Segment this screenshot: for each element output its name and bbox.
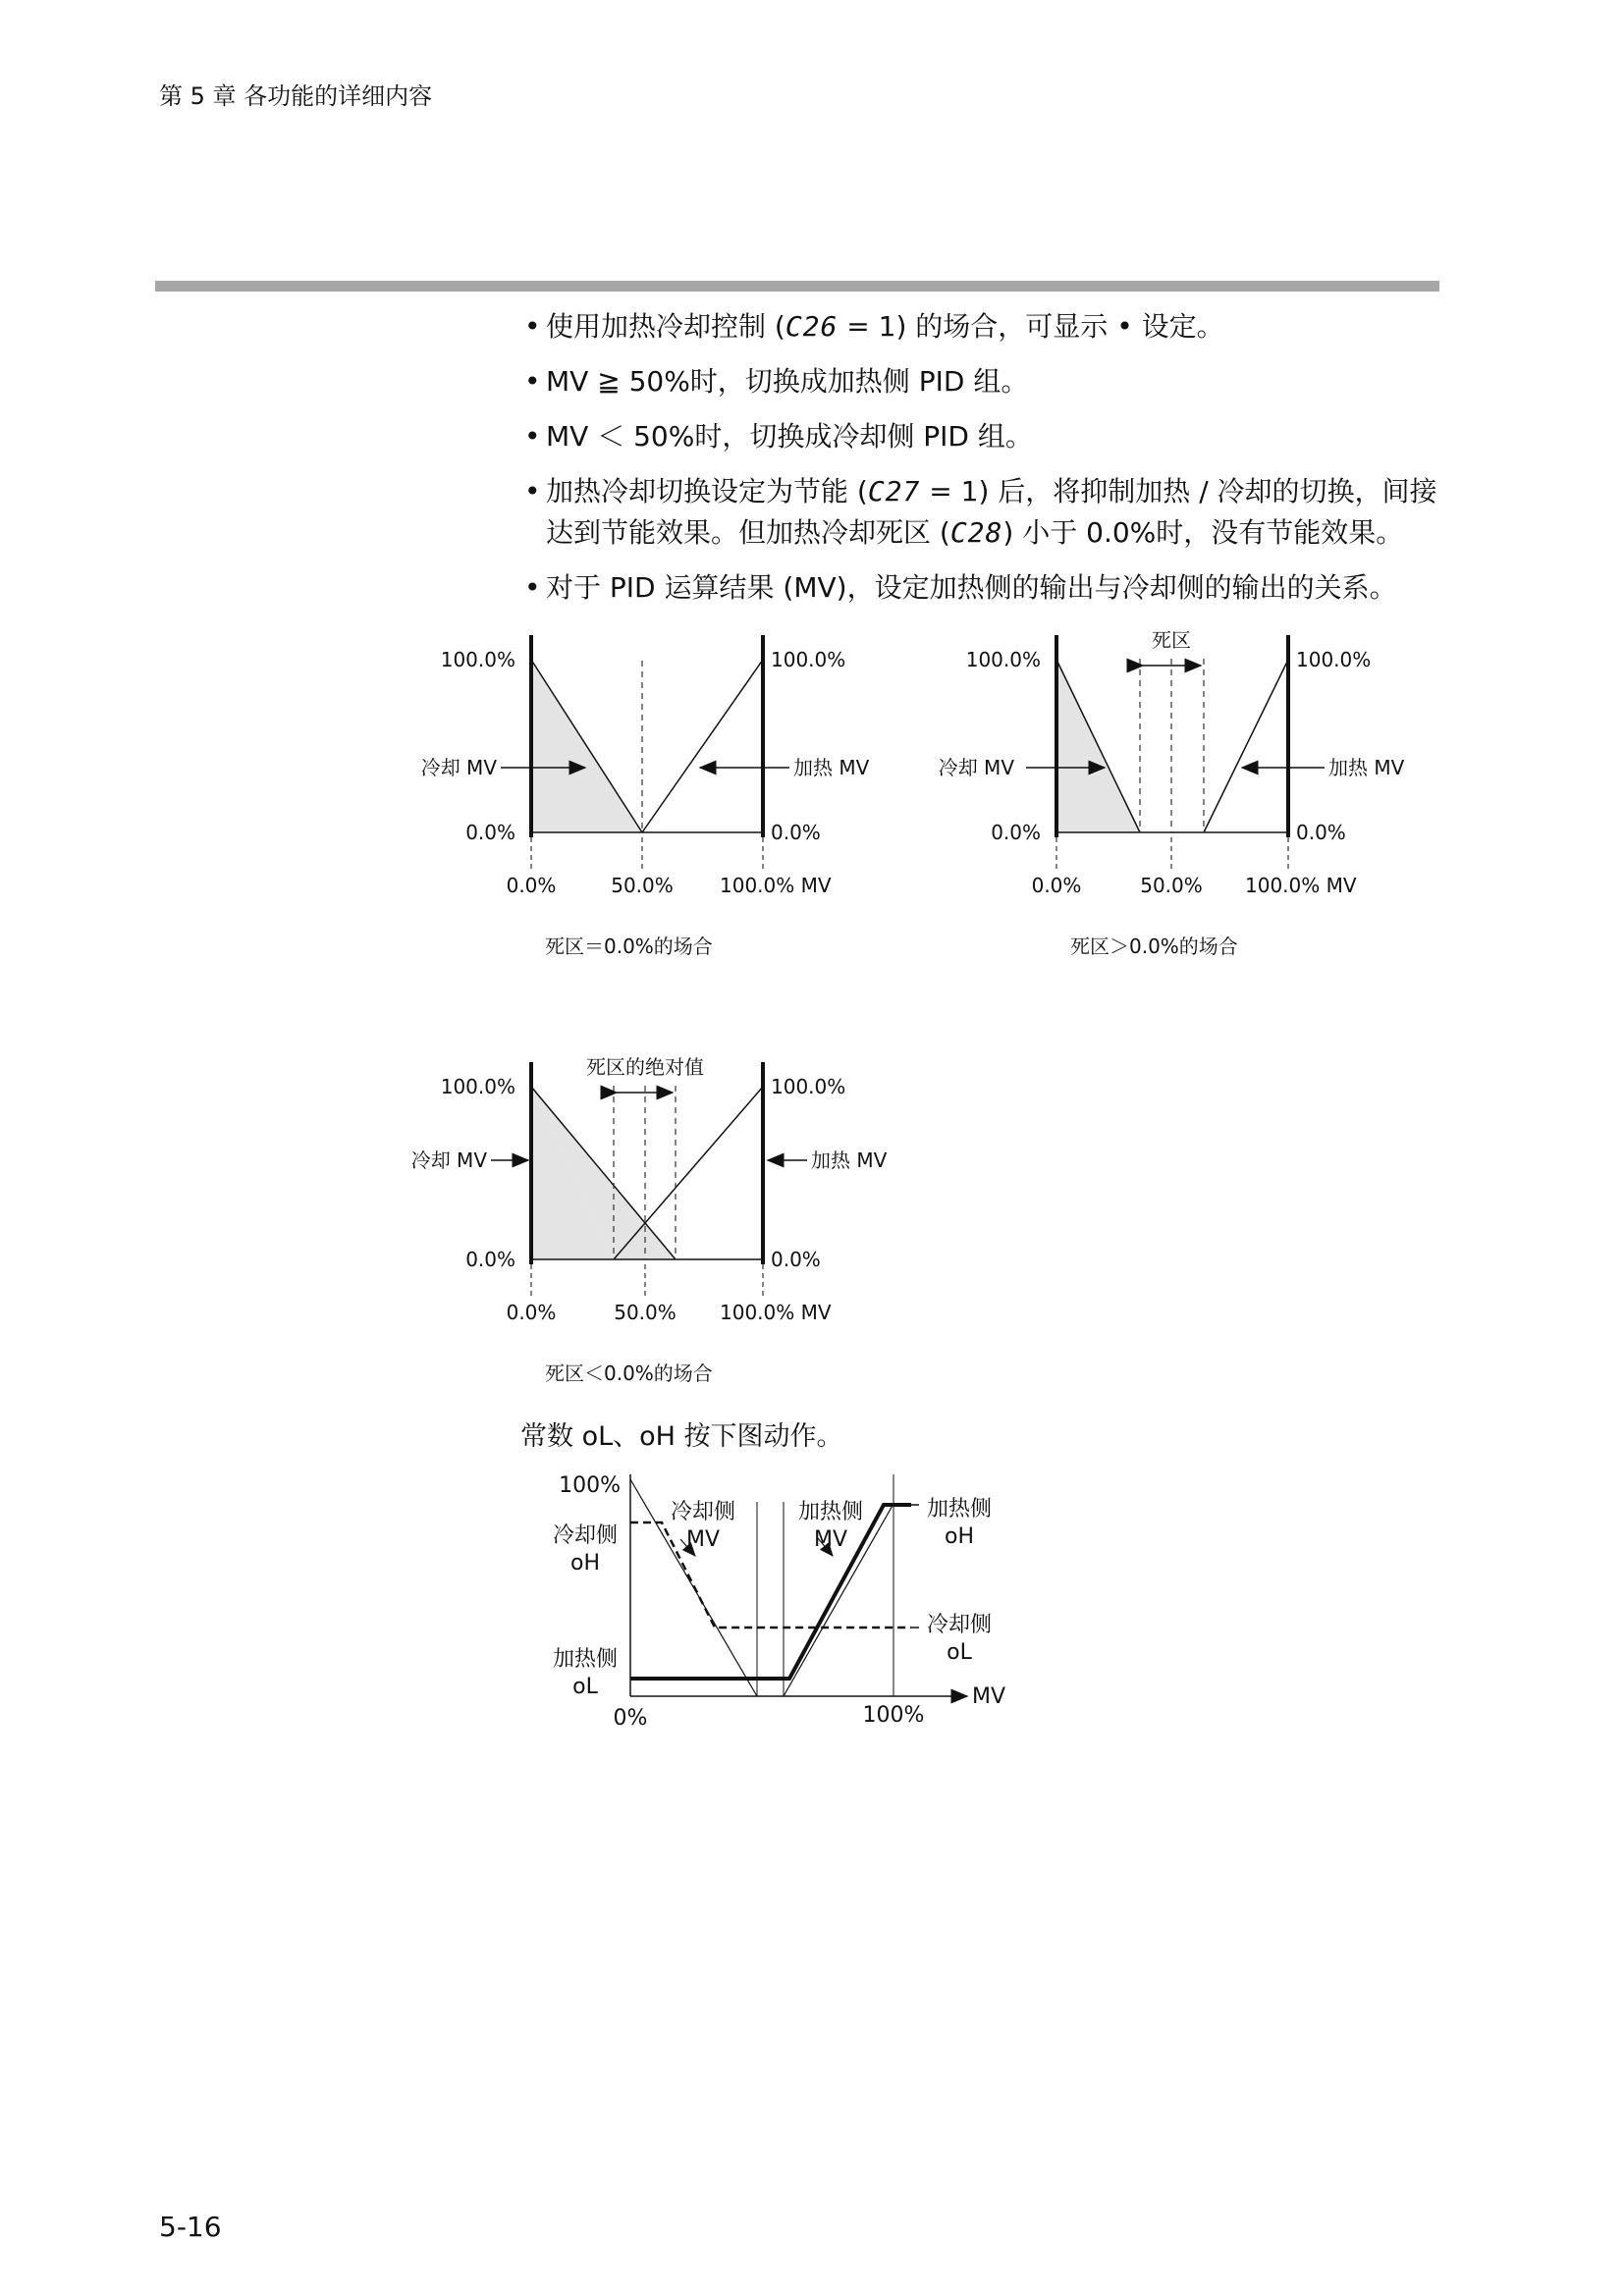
diagram-caption: 死区＝0.0%的场合 — [545, 934, 713, 958]
cool-ol-label: oL — [947, 1640, 972, 1665]
y-bottom-right-label: 0.0% — [771, 821, 821, 844]
y-bottom-left-label: 0.0% — [465, 1248, 515, 1271]
bullet-item: • 加热冷却切换设定为节能 (C27 = 1) 后，将抑制加热 / 冷却的切换，间接达到节能效果。但加热冷却死区 (C28) 小于 0.0%时，没有节能效果。 — [524, 471, 1447, 554]
bullet-dot: • — [524, 571, 541, 604]
y-top-left-label: 100.0% — [440, 648, 515, 671]
cool-mv-label: 冷却侧 — [670, 1500, 736, 1524]
heating-mv-label: 加热 MV — [793, 756, 870, 779]
bullet-list — [524, 306, 1447, 622]
heating-mv-line — [614, 1087, 763, 1259]
deadband-label: 死区 — [1152, 628, 1191, 652]
x-mid-label: 50.0% — [611, 874, 674, 897]
constants-lead-text: 常数 oL、oH 按下图动作。 — [520, 1421, 843, 1452]
heating-mv-line — [642, 660, 763, 832]
deadband-zero-diagram — [393, 623, 870, 967]
bullet-item: • 使用加热冷却控制 (C26 = 1) 的场合，可显示 • 设定。 — [524, 306, 1447, 347]
heating-mv-label: 加热 MV — [811, 1148, 888, 1172]
heating-output-limited — [630, 1505, 911, 1679]
y-top-right-label: 100.0% — [771, 648, 846, 671]
y-top-right-label: 100.0% — [1296, 648, 1372, 671]
parameter-code: C28 — [949, 516, 1003, 549]
y-100-label: 100% — [559, 1473, 621, 1498]
ol-oh-diagram — [530, 1463, 1041, 1737]
heat-mv-label: 加热侧 — [797, 1500, 864, 1524]
section-divider — [155, 281, 1439, 292]
heat-ol-label: 加热侧 — [552, 1647, 619, 1672]
parameter-code: C27 — [867, 475, 921, 507]
y-bottom-right-label: 0.0% — [1296, 821, 1346, 844]
heat-oh-label: 加热侧 — [926, 1497, 993, 1522]
heating-mv-line — [1204, 660, 1288, 832]
cooling-mv-label: 冷却 MV — [420, 756, 497, 779]
x-mid-label: 50.0% — [1140, 874, 1203, 897]
y-top-left-label: 100.0% — [440, 1075, 515, 1098]
cool-oh-label: oH — [569, 1551, 601, 1575]
diagram-caption: 死区＞0.0%的场合 — [1070, 934, 1238, 958]
y-bottom-left-label: 0.0% — [465, 821, 515, 844]
x-left-label: 0.0% — [506, 874, 557, 897]
bullet-item: • 对于 PID 运算结果 (MV)，设定加热侧的输出与冷却侧的输出的关系。 — [524, 567, 1447, 609]
cool-ol-label: 冷却侧 — [926, 1613, 993, 1637]
cooling-output-limited — [630, 1522, 911, 1628]
x-0-label: 0% — [613, 1706, 648, 1731]
x-100-label: 100% — [862, 1703, 925, 1728]
heat-mv-label: MV — [813, 1527, 848, 1552]
bullet-dot: • — [524, 310, 541, 343]
x-left-label: 0.0% — [506, 1301, 557, 1324]
x-mid-label: 50.0% — [614, 1301, 677, 1324]
y-bottom-left-label: 0.0% — [991, 821, 1041, 844]
page-number: 5-16 — [159, 2211, 222, 2243]
deadband-positive-diagram — [918, 623, 1405, 967]
x-axis-label: MV — [972, 1684, 1006, 1709]
cool-mv-label: MV — [685, 1527, 721, 1552]
bullet-dot: • — [524, 365, 541, 398]
heating-mv-label: 加热 MV — [1328, 756, 1405, 779]
chapter-header: 第 5 章 各功能的详细内容 — [159, 82, 433, 110]
y-top-left-label: 100.0% — [965, 648, 1041, 671]
x-right-label: 100.0% MV — [1245, 874, 1357, 897]
heat-oh-label: oH — [944, 1524, 975, 1549]
y-top-right-label: 100.0% — [771, 1075, 846, 1098]
bullet-dot: • — [524, 420, 541, 453]
cooling-mv-label: 冷却 MV — [938, 756, 1014, 779]
deadband-label: 死区的绝对值 — [586, 1055, 704, 1079]
parameter-code: C26 — [785, 310, 839, 343]
x-right-label: 100.0% MV — [720, 1301, 832, 1324]
bullet-dot: • — [524, 475, 541, 507]
heat-ol-label: oL — [572, 1675, 598, 1699]
cooling-mv-label: 冷却 MV — [410, 1148, 487, 1172]
y-bottom-right-label: 0.0% — [771, 1248, 821, 1271]
bullet-item: • MV ≧ 50%时，切换成加热侧 PID 组。 — [524, 361, 1447, 402]
cool-oh-label: 冷却侧 — [552, 1523, 619, 1548]
bullet-item: • MV ＜ 50%时，切换成冷却侧 PID 组。 — [524, 416, 1447, 457]
diagram-caption: 死区＜0.0%的场合 — [545, 1362, 713, 1385]
deadband-negative-diagram — [393, 1050, 888, 1394]
x-right-label: 100.0% MV — [720, 874, 832, 897]
x-left-label: 0.0% — [1031, 874, 1082, 897]
